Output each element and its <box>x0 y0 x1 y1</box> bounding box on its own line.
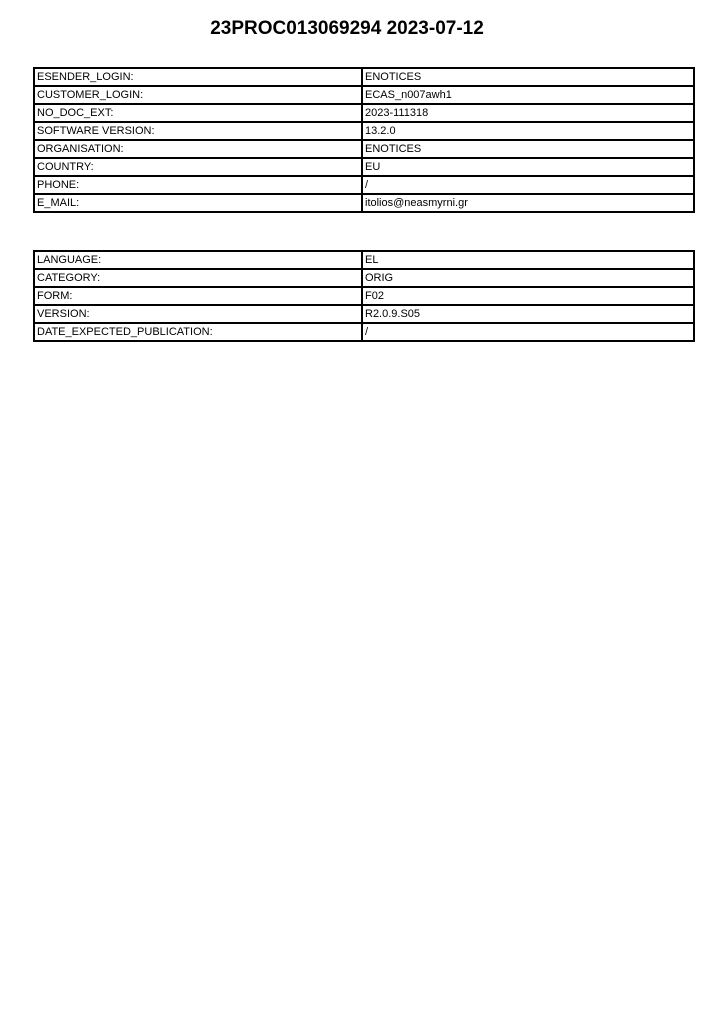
field-value: ENOTICES <box>362 68 694 86</box>
field-value: ECAS_n007awh1 <box>362 86 694 104</box>
field-value: R2.0.9.S05 <box>362 305 694 323</box>
field-label: E_MAIL: <box>34 194 362 212</box>
table-row <box>34 68 694 86</box>
table-row <box>34 251 694 269</box>
field-value: / <box>362 323 694 341</box>
table-row <box>34 269 694 287</box>
table-row <box>34 122 694 140</box>
field-value: / <box>362 176 694 194</box>
field-label: PHONE: <box>34 176 362 194</box>
form-info-table <box>33 250 695 342</box>
field-label: COUNTRY: <box>34 158 362 176</box>
table-row <box>34 176 694 194</box>
field-label: ORGANISATION: <box>34 140 362 158</box>
field-value: itolios@neasmyrni.gr <box>362 194 694 212</box>
page-title: 23PROC013069294 2023-07-12 <box>210 18 484 39</box>
table-row <box>34 86 694 104</box>
field-value: F02 <box>362 287 694 305</box>
table-row <box>34 140 694 158</box>
field-value: EU <box>362 158 694 176</box>
field-value: 2023-111318 <box>362 104 694 122</box>
field-value: 13.2.0 <box>362 122 694 140</box>
field-label: ESENDER_LOGIN: <box>34 68 362 86</box>
field-label: VERSION: <box>34 305 362 323</box>
field-label: CATEGORY: <box>34 269 362 287</box>
table-row <box>34 104 694 122</box>
table-row <box>34 305 694 323</box>
field-label: LANGUAGE: <box>34 251 362 269</box>
field-value: EL <box>362 251 694 269</box>
sender-info-table <box>33 67 695 213</box>
field-value: ORIG <box>362 269 694 287</box>
table-row <box>34 323 694 341</box>
field-label: SOFTWARE VERSION: <box>34 122 362 140</box>
field-label: NO_DOC_EXT: <box>34 104 362 122</box>
table-row <box>34 158 694 176</box>
table-row <box>34 194 694 212</box>
table-row <box>34 287 694 305</box>
field-label: FORM: <box>34 287 362 305</box>
field-label: DATE_EXPECTED_PUBLICATION: <box>34 323 362 341</box>
field-value: ENOTICES <box>362 140 694 158</box>
field-label: CUSTOMER_LOGIN: <box>34 86 362 104</box>
